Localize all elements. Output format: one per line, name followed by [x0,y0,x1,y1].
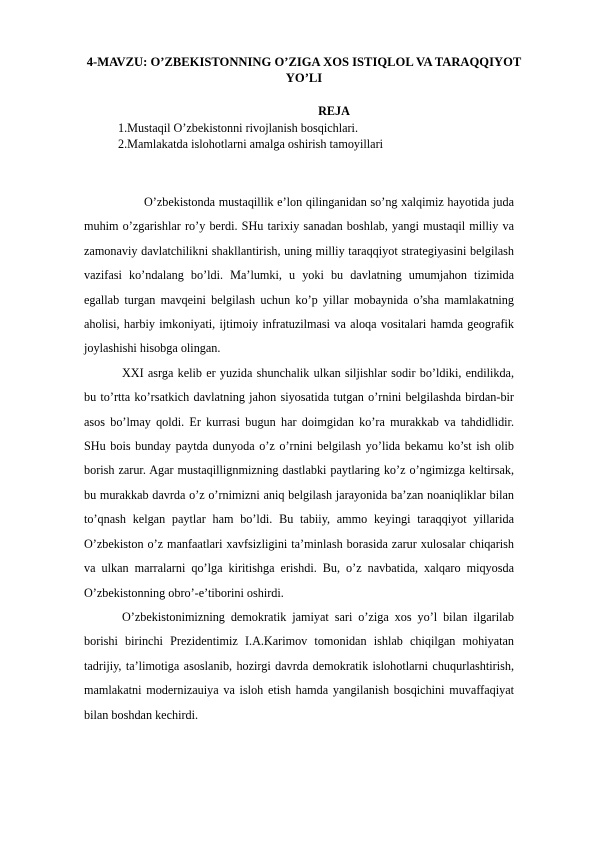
plan-item: 2.Mamlakatda islohotlarni amalga oshirish tamoyillari [118,137,384,151]
document-body [84,190,514,727]
plan-heading: REJA [318,104,350,118]
document-title: 4-MAVZU: O’ZBEKISTONNING O’ZIGA XOS ISTIQLOL VA TARAQQIYOT YO’LI [86,55,522,85]
paragraph: O’zbekistonimizning demokratik jamiyat sari o’ziga xos yo’l bilan ilgarilab borishi birinchi Prezidentimiz I.A.Karimov tomonidan ishlab chiqilgan mohiyatan tadrijiy, ta’limotiga asoslanib, hozirgi davrda demokratik islohotlarni chuqurlashtirish, mamlakatni modernizauiya va isloh etish hamda yangilanish bosqichini muvaffaqiyat bilan boshdan kechirdi. [84,609,514,722]
plan-list [118,120,383,152]
plan-item: 1.Mustaqil O’zbekistonni rivojlanish bosqichlari. [118,121,358,135]
paragraph: O’zbekistonda mustaqillik e’lon qilinganidan so’ng xalqimiz hayotida juda muhim o’zgarishlar ro’y berdi. SHu tarixiy sanadan boshlab, yangi mustaqil milliy va zamonaviy davlatchilikni shakllantirish, uning milliy taraqqiyot strategiyasini belgilash vazifasi ko’ndalang bo’ldi. Ma’lumki, u yoki bu davlatning umumjahon tizimida egallab turgan mavqeini belgilash uchun ko’p yillar mobaynida o’sha mamlakatning aholisi, harbiy imkoniyati, ijtimoiy infratuzilmasi va aloqa vositalari hamda geografik joylashishi hisobga olingan. [84,195,514,356]
paragraph: XXI asrga kelib er yuzida shunchalik ulkan siljishlar sodir bo’ldiki, endilikda, bu to’rtta ko’rsatkich davlatning jahon siyosatida tutgan o’rnini belgilashda birdan-bir asos bo’lmay qoldi. Er kurrasi bugun har doimgidan ko’ra murakkab va tahdidlidir. SHu bois bunday paytda dunyoda o’z o’rnini belgilash yo’lida bekamu ko’st ish olib borish zarur. Agar mustaqillignmizning dastlabki paytlaring ko’z o’ngimizga keltirsak, bu murakkab davrda o’z o’rnimizni aniq belgilash jarayonida ba’zan noaniqliklar bilan to’qnash kelgan paytlar ham bo’ldi. Bu tabiiy, ammo keyingi taraqqiyot yillarida O’zbekiston o’z manfaatlari xavfsizligini ta’minlash borasida zarur xulosalar chiqarish va ulkan marralarni qo’lga kiritishga erishdi. Bu, o’z navbatida, xalqaro miqyosda O’zbekistonning obro’-e’tiborini oshirdi. [84,365,514,600]
